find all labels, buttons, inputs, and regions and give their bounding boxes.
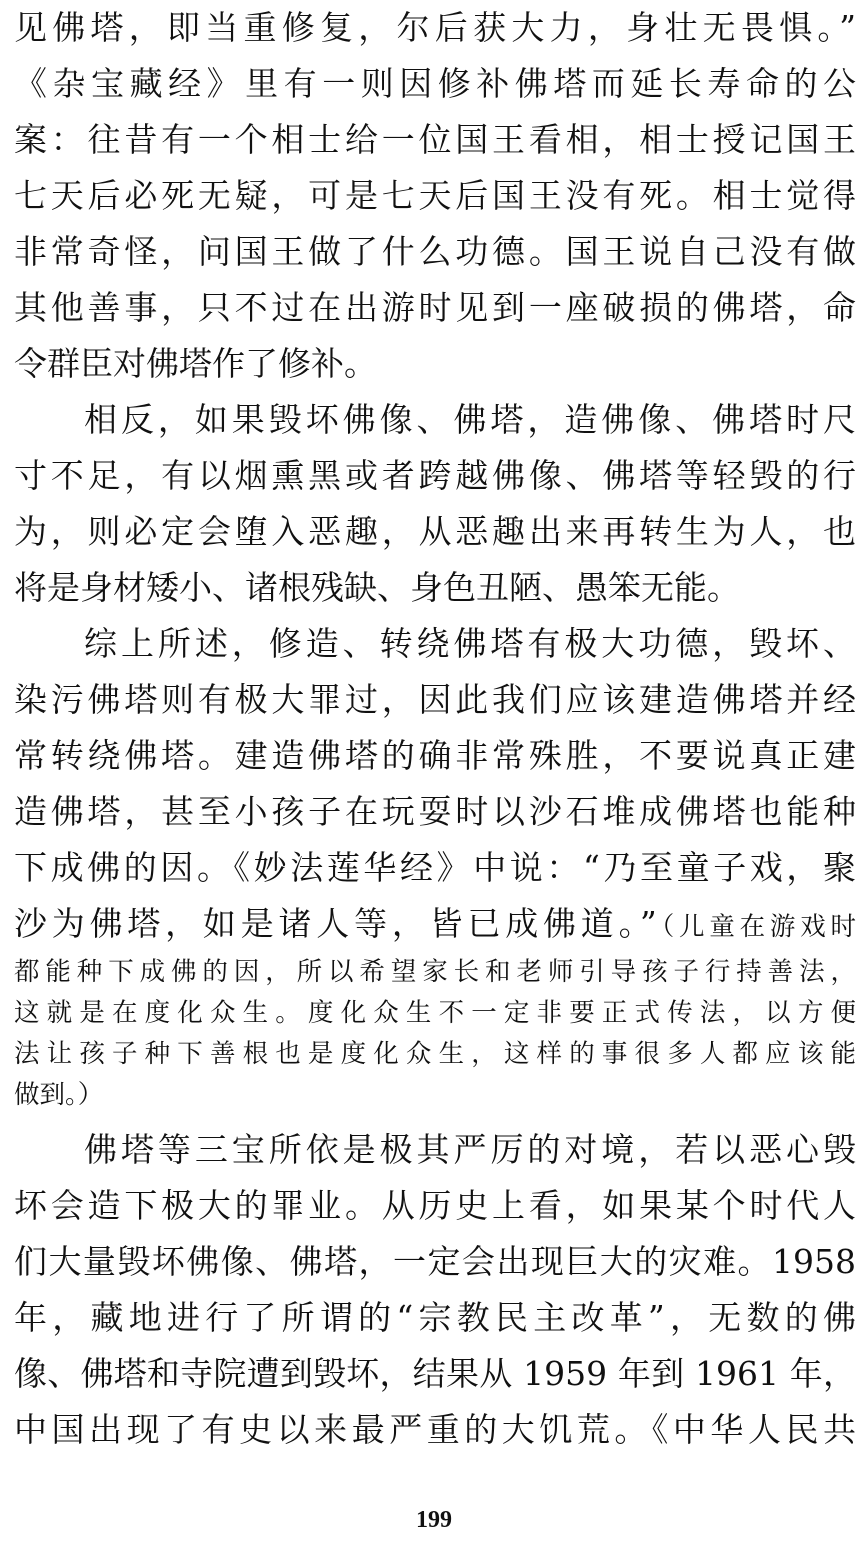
text-line: 令群臣对佛塔作了修补。 — [14, 344, 377, 383]
note-line: 法让孩子种下善根也是度化众生，这样的事很多人都应该能 — [14, 1039, 856, 1069]
note-line: 做到。） — [14, 1080, 104, 1110]
text-line: 像、佛塔和寺院遭到毁坏，结果从 1959 年到 1961 年， — [14, 1354, 856, 1393]
text-line: 年，藏地进行了所谓的“宗教民主改革”，无数的佛 — [14, 1298, 856, 1337]
paragraph-first-line: 综上所述，修造、转绕佛塔有极大功德，毁坏、 — [84, 624, 856, 663]
text-line: 其他善事，只不过在出游时见到一座破损的佛塔，命 — [14, 288, 856, 327]
text-line: 将是身材矮小、诸根残缺、身色丑陋、愚笨无能。 — [14, 568, 740, 607]
text-line: 中国出现了有史以来最严重的大饥荒。《中华人民共 — [14, 1410, 856, 1449]
text-line: 染污佛塔则有极大罪过，因此我们应该建造佛塔并经 — [14, 680, 856, 719]
text-line: 七天后必死无疑，可是七天后国王没有死。相士觉得 — [14, 176, 856, 215]
page-number: 199 — [416, 1507, 452, 1533]
text-line: 寸不足，有以烟熏黑或者跨越佛像、佛塔等轻毁的行 — [14, 456, 856, 495]
note-line: 这就是在度化众生。度化众生不一定非要正式传法，以方便 — [14, 998, 856, 1028]
quote-end: 沙为佛塔，如是诸人等，皆已成佛道。” — [14, 904, 657, 943]
text-line: 造佛塔，甚至小孩子在玩耍时以沙石堆成佛塔也能种 — [14, 792, 856, 831]
text-line: 为，则必定会堕入恶趣，从恶趣出来再转生为人，也 — [14, 512, 856, 551]
paragraph-first-line: 佛塔等三宝所依是极其严厉的对境，若以恶心毁 — [84, 1130, 856, 1169]
text-line: 见佛塔，即当重修复，尔后获大力，身壮无畏惧。” — [14, 8, 856, 47]
text-line-with-note — [14, 896, 856, 952]
text-line: 《杂宝藏经》里有一则因修补佛塔而延长寿命的公 — [14, 64, 856, 103]
text-line: 坏会造下极大的罪业。从历史上看，如果某个时代人 — [14, 1186, 856, 1225]
body-text — [14, 0, 856, 1458]
text-line: 常转绕佛塔。建造佛塔的确非常殊胜，不要说真正建 — [14, 736, 856, 775]
text-line: 们大量毁坏佛像、佛塔，一定会出现巨大的灾难。1958 — [14, 1242, 856, 1281]
text-line: 案：往昔有一个相士给一位国王看相，相士授记国王 — [14, 120, 856, 159]
note-line: 都能种下成佛的因，所以希望家长和老师引导孩子行持善法， — [14, 957, 856, 987]
text-line: 下成佛的因。《妙法莲华经》中说：“乃至童子戏，聚 — [14, 848, 856, 887]
note-start: （儿童在游戏时 — [656, 912, 856, 942]
paragraph-first-line: 相反，如果毁坏佛像、佛塔，造佛像、佛塔时尺 — [84, 400, 856, 439]
text-line: 非常奇怪，问国王做了什么功德。国王说自己没有做 — [14, 232, 856, 271]
